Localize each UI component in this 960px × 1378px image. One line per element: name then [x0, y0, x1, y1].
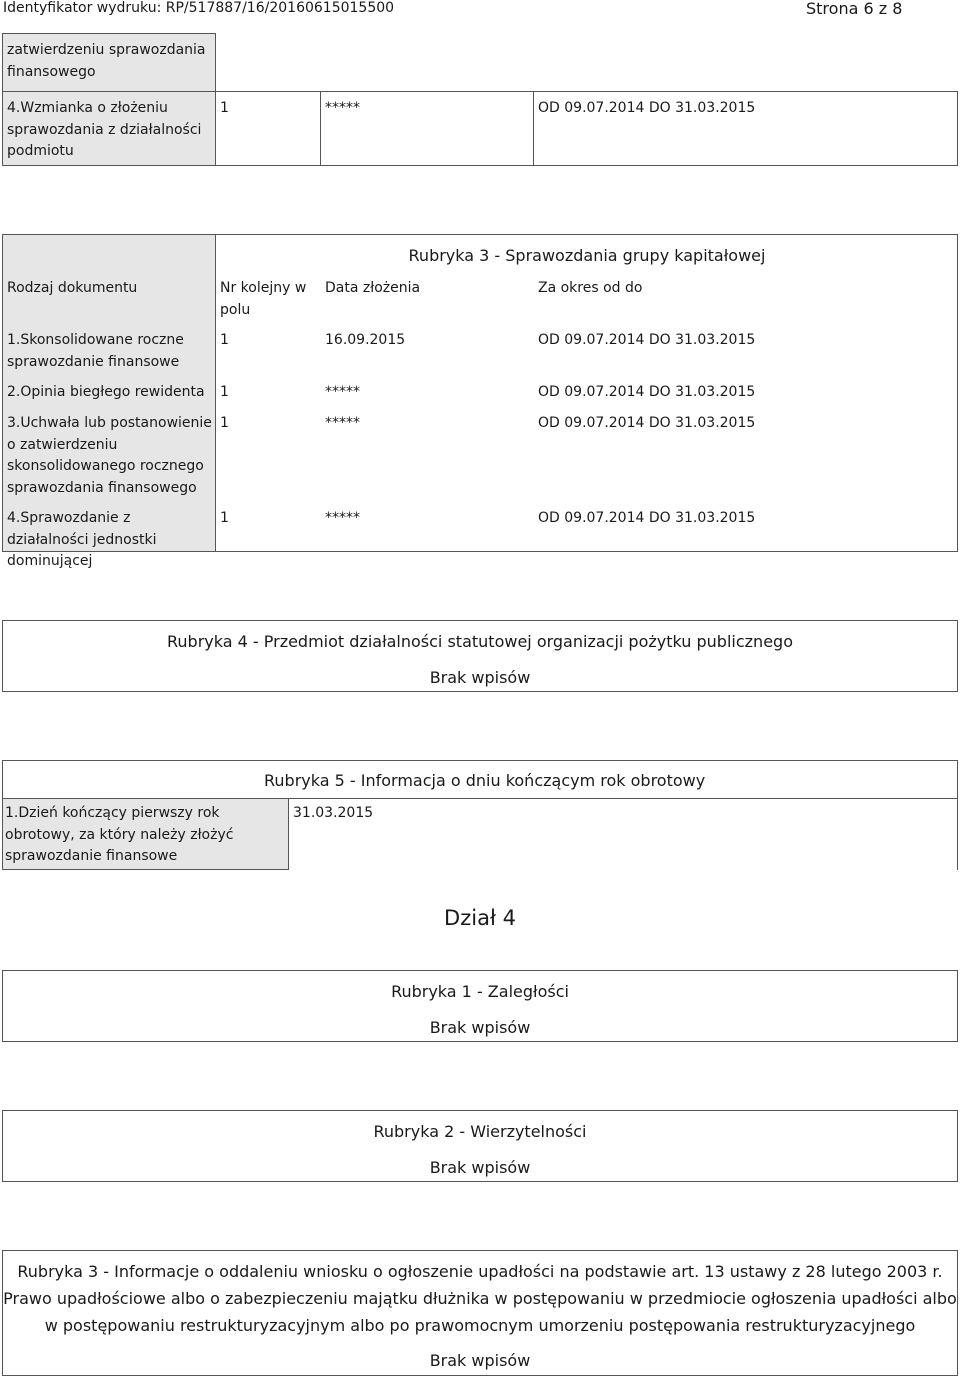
nr-cell-row-4	[215, 91, 321, 166]
header-nr: Nr kolejny w polu	[220, 280, 307, 318]
d4-rubryka-2-empty: Brak wpisów	[429, 1158, 531, 1177]
period-row-4: OD 09.07.2014 DO 31.03.2015	[538, 100, 756, 116]
r3-row-4-label: 4.Sprawozdanie z działalności jednostki dominującej	[7, 510, 157, 569]
rubryka-4-empty: Brak wpisów	[429, 668, 531, 687]
rubryka-5-label: 1.Dzień kończący pierwszy rok obrotowy, za który należy złożyć sprawozdanie finansowe	[5, 805, 234, 864]
d4-rubryka-3-title-line-2: Prawo upadłościowe albo o zabezpieczeniu majątku dłużnika w postępowaniu w przedmiocie ogłoszenia upadłości albo	[3, 1289, 957, 1308]
r3-row-4-period: OD 09.07.2014 DO 31.03.2015	[538, 510, 756, 526]
d4-rubryka-3-title-line-3: w postępowaniu restrukturyzacyjnym albo po prawomocnym umorzeniu postępowania restrukturyzacyjnego	[44, 1316, 916, 1335]
nr-row-4: 1	[220, 100, 229, 116]
rubryka-3-title: Rubryka 3 - Sprawozdania grupy kapitałowej	[408, 246, 766, 265]
r3-row-1-period: OD 09.07.2014 DO 31.03.2015	[538, 332, 756, 348]
header-date: Data złożenia	[325, 280, 421, 296]
r3-row-2-label: 2.Opinia biegłego rewidenta	[7, 384, 205, 400]
d4-rubryka-3-empty: Brak wpisów	[429, 1351, 531, 1370]
r3-row-2-period: OD 09.07.2014 DO 31.03.2015	[538, 384, 756, 400]
rubryka-5-title: Rubryka 5 - Informacja o dniu kończącym rok obrotowy	[264, 771, 706, 790]
r3-row-2-date: *****	[325, 384, 360, 400]
r3-row-3-period: OD 09.07.2014 DO 31.03.2015	[538, 415, 756, 431]
d4-rubryka-1-empty: Brak wpisów	[429, 1018, 531, 1037]
d4-rubryka-1-title: Rubryka 1 - Zaległości	[391, 982, 569, 1001]
r3-row-1-nr: 1	[220, 332, 229, 348]
r3-row-3-nr: 1	[220, 415, 229, 431]
rubryka-5-value: 31.03.2015	[293, 805, 374, 821]
rubryka-4-title: Rubryka 4 - Przedmiot działalności statutowej organizacji pożytku publicznego	[167, 632, 793, 651]
r3-row-2-nr: 1	[220, 384, 229, 400]
r3-row-1-label: 1.Skonsolidowane roczne sprawozdanie finansowe	[7, 332, 184, 370]
dzial-4-title: Dział 4	[444, 906, 516, 930]
header-doc-type: Rodzaj dokumentu	[7, 280, 138, 296]
page-number: Strona 6 z 8	[806, 0, 903, 18]
label-row-4: 4.Wzmianka o złożeniu sprawozdania z działalności podmiotu	[7, 100, 202, 159]
r3-row-3-date: *****	[325, 415, 360, 431]
header-period: Za okres od do	[538, 280, 643, 296]
d4-rubryka-3-title-line-1: Rubryka 3 - Informacje o oddaleniu wniosku o ogłoszenie upadłości na podstawie art. 13 ustawy z 28 lutego 2003 r.	[17, 1262, 943, 1281]
r3-row-4-nr: 1	[220, 510, 229, 526]
r3-row-4-date: *****	[325, 510, 360, 526]
r3-row-3-label: 3.Uchwała lub postanowienie o zatwierdzeniu skonsolidowanego rocznego sprawozdania finansowego	[7, 415, 212, 496]
d4-rubryka-2-title: Rubryka 2 - Wierzytelności	[373, 1122, 587, 1141]
date-row-4: *****	[325, 100, 360, 116]
rubryka-5-value-cell	[288, 798, 958, 870]
print-identifier: Identyfikator wydruku: RP/517887/16/20160615015500	[3, 0, 395, 16]
r3-row-1-date: 16.09.2015	[325, 332, 406, 348]
label-continued: zatwierdzeniu sprawozdania finansowego	[7, 42, 206, 80]
